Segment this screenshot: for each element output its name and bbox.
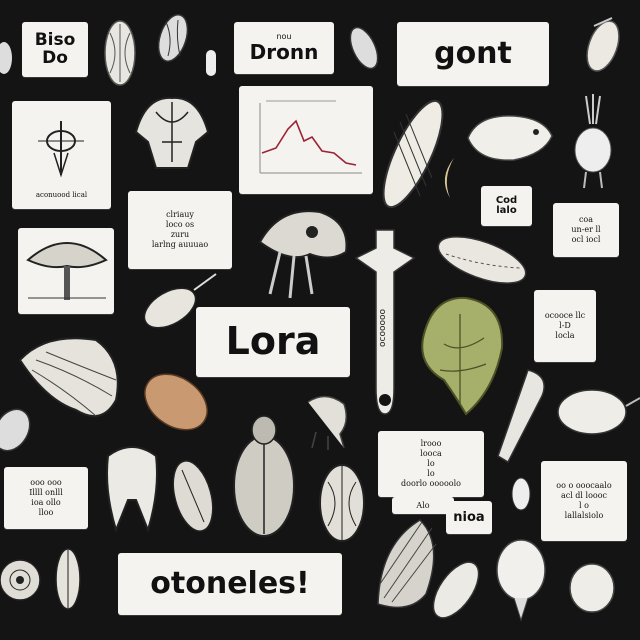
label-nioa: nioa (446, 501, 492, 534)
beetle-icon (226, 410, 302, 540)
molar-icon (100, 440, 164, 536)
note-right-low: oo o ooocaalo acl dl loooc l o lallalsiolo (541, 461, 627, 541)
round-seed-icon (566, 560, 618, 616)
key-text: ocooooo (378, 309, 388, 347)
pill-icon (204, 48, 218, 78)
label-otoneles: otoneles! (118, 553, 342, 615)
bone-shard-icon (0, 404, 34, 456)
egg-icon (494, 536, 548, 622)
cucumber-icon (432, 230, 532, 290)
fish-icon (464, 108, 556, 168)
tan-seed-icon (138, 366, 214, 438)
label-lora: Lora (196, 307, 350, 377)
bulb-icon (582, 12, 624, 80)
label-dronn-card (234, 22, 334, 74)
onion-icon (572, 94, 614, 190)
label-dronn: Dronn (249, 39, 319, 64)
note-center-low: lrooo looca lo lo doorlo ooooolo (378, 431, 484, 497)
hermit-crab-icon (250, 202, 354, 302)
illustration-card (12, 101, 111, 209)
specimen-bowl-icon (24, 230, 110, 304)
seed-icon (102, 18, 138, 88)
key-icon (350, 228, 420, 418)
bean-icon (346, 22, 382, 74)
left-edge-seed-icon (0, 40, 14, 76)
note-left-mid: clriauy loco os zuru larlng auuuao (128, 191, 232, 269)
chart-card (239, 86, 373, 194)
specimen-diagram-icon (26, 113, 96, 183)
shrimp-icon (488, 366, 554, 468)
label-cdu: Cod lalo (481, 186, 532, 226)
oval-lens-icon (556, 386, 640, 438)
skull-icon (126, 92, 218, 172)
label-biso-do: Biso Do (22, 22, 88, 77)
spiral-shell-icon (0, 550, 46, 612)
larva-icon (300, 392, 352, 450)
crescent-icon (436, 156, 460, 200)
small-seed-icon (508, 474, 534, 514)
note-right-mid: ocooce llc l-D locla (534, 290, 596, 362)
clam-icon (316, 462, 368, 544)
acorn-icon (430, 554, 482, 626)
pod-icon (50, 544, 86, 614)
fern-seed-icon (168, 456, 218, 536)
illustration-caption: aconuood lical (35, 190, 88, 199)
note-left-low: ooo ooo Illll onlll ioa ollo lloo (4, 467, 88, 529)
note-right-upper: coa un-er ll ocl iocl (553, 203, 619, 257)
note-center-low-sub: Alo (392, 497, 454, 514)
shell-icon (156, 12, 190, 64)
label-gont: gont (397, 22, 549, 86)
label-dronn-small: nou (276, 32, 292, 42)
textured-seed-icon (136, 272, 220, 342)
line-chart-icon (246, 93, 366, 187)
